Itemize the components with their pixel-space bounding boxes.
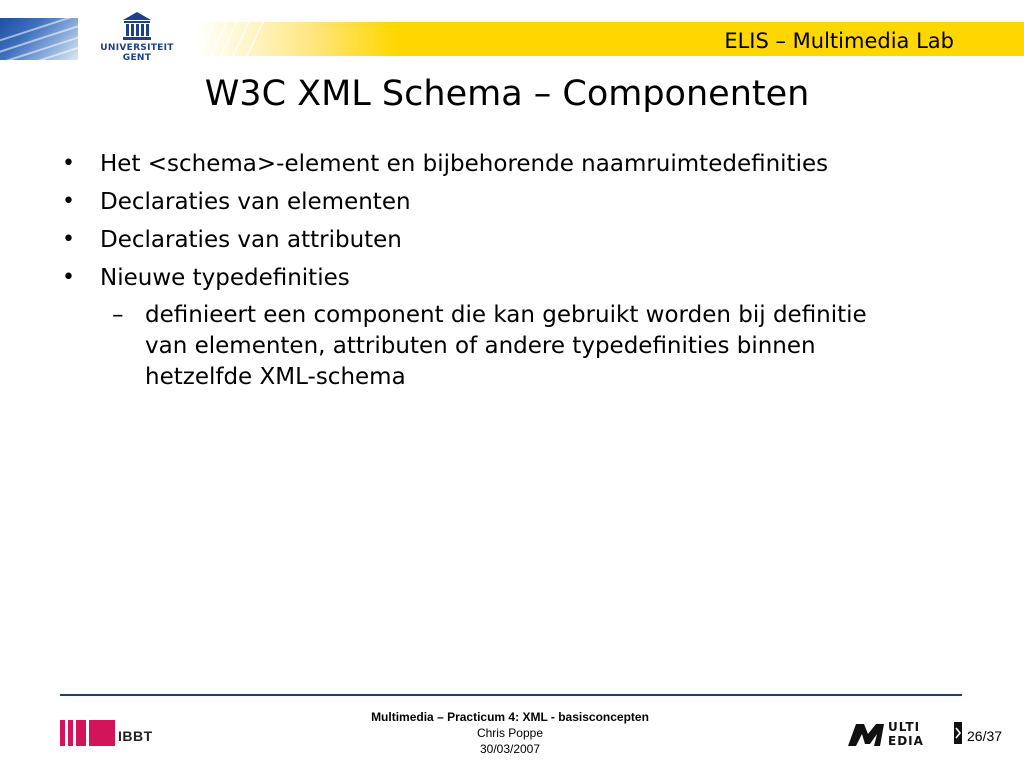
header-band-blue [0, 18, 78, 60]
footer-date: 30/03/2007 [479, 742, 541, 756]
ugent-building-icon [119, 10, 155, 42]
lab-title: ELIS – Multimedia Lab [724, 29, 954, 53]
ugent-logo [98, 10, 176, 68]
footer-author: Chris Poppe [476, 726, 544, 740]
ibbt-label: IBBT [118, 728, 153, 744]
bullet-item [62, 262, 960, 294]
bullet-text: Declaraties van elementen [100, 189, 411, 215]
university-line2: GENT [122, 53, 152, 63]
multimedia-logo [846, 718, 966, 748]
bullet-text: Het <schema>-element en bijbehorende naamruimtedefinities [100, 151, 829, 177]
bullet-mark: • [62, 189, 75, 214]
bullet-mark: • [62, 265, 75, 290]
footer-course: Multimedia – Practicum 4: XML - basisconcepten [371, 710, 649, 724]
bullet-mark: • [62, 227, 75, 252]
sub-bullet-item [112, 300, 945, 393]
sub-bullet-line: van elementen, attributen of andere typedefinities binnen [145, 333, 816, 359]
bullet-item [62, 224, 960, 256]
bullet-text: Nieuwe typedefinities [100, 265, 350, 291]
ibbt-logo [60, 720, 160, 748]
bullet-mark: • [62, 151, 75, 176]
page-number: 26/37 [967, 728, 1003, 744]
university-line1: UNIVERSITEIT [100, 43, 174, 53]
sub-bullet-line: hetzelfde XML-schema [145, 364, 406, 390]
slide-title: W3C XML Schema – Componenten [204, 74, 810, 114]
logo-text-top: ULTI [888, 720, 921, 734]
sub-bullet-line: definieert een component die kan gebruikt worden bij definitie [145, 302, 867, 328]
sub-bullet-mark: – [112, 302, 124, 328]
bullet-text: Declaraties van attributen [100, 227, 402, 253]
bullet-item [62, 186, 960, 218]
footer-divider [60, 694, 962, 696]
bullet-item [62, 148, 960, 180]
logo-text-bottom: EDIA [888, 734, 924, 748]
university-name [98, 43, 176, 63]
footer-info [300, 709, 720, 757]
